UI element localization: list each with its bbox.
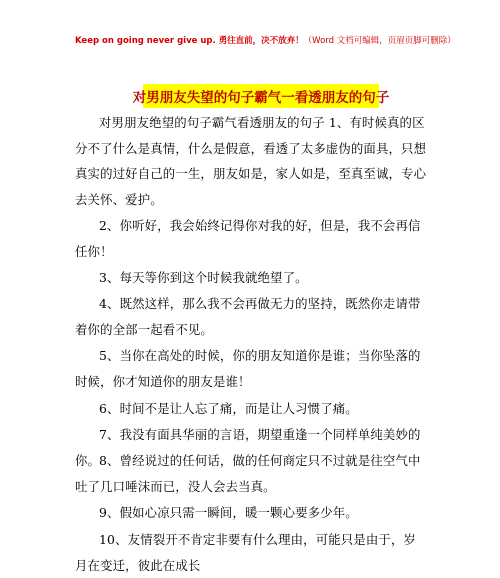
paragraph-intro: 对男朋友绝望的句子霸气看透朋友的句子 1、有时候真的区分不了什么是真情，什么是假意，看透了太多虚伪的面具，只想真实的过好自己的一生，朋友如是，家人如是，至真至诚，专心去关怀、爱护。 bbox=[75, 115, 427, 207]
paragraph-8: 8、曾经说过的任何话，做的任何商定只不过就是往空气中吐了几口唾沫而已，没人会去当真。 bbox=[75, 453, 421, 494]
page-header bbox=[75, 34, 456, 46]
paragraph-2: 2、你听好，我会始终记得你对我的好，但是，我不会再信任你！ bbox=[75, 218, 421, 259]
header-note: （Word 文档可编辑，页眉页脚可删除） bbox=[303, 36, 456, 46]
document-title: 对男朋友失望的句子霸气一看透朋友的句子 bbox=[132, 90, 390, 106]
paragraph-5: 5、当你在高处的时候，你的朋友知道你是谁；当你坠落的时候，你才知道你的朋友是谁！ bbox=[75, 348, 421, 389]
paragraph-10: 10、友情裂开不肯定非要有什么理由，可能只是由于，岁月在变迁，彼此在成长 bbox=[75, 532, 417, 573]
paragraph-4: 4、既然这样，那么我不会再做无力的坚持，既然你走请带着你的全部一起看不见。 bbox=[75, 296, 421, 337]
paragraph-7: 7、我没有面具华丽的言语，期望重逢一个同样单纯美妙的你。 bbox=[75, 427, 421, 468]
title-highlight bbox=[132, 84, 390, 108]
header-motto: Keep on going never give up. 勇往直前，决不放弃！ bbox=[75, 36, 304, 46]
paragraph-3: 3、每天等你到这个时候我就绝望了。 bbox=[99, 270, 308, 285]
paragraph-6: 6、时间不是让人忘了痛，而是让人习惯了痛。 bbox=[99, 401, 358, 416]
paragraph-9: 9、假如心凉只需一瞬间，暖一颗心要多少年。 bbox=[99, 505, 358, 520]
